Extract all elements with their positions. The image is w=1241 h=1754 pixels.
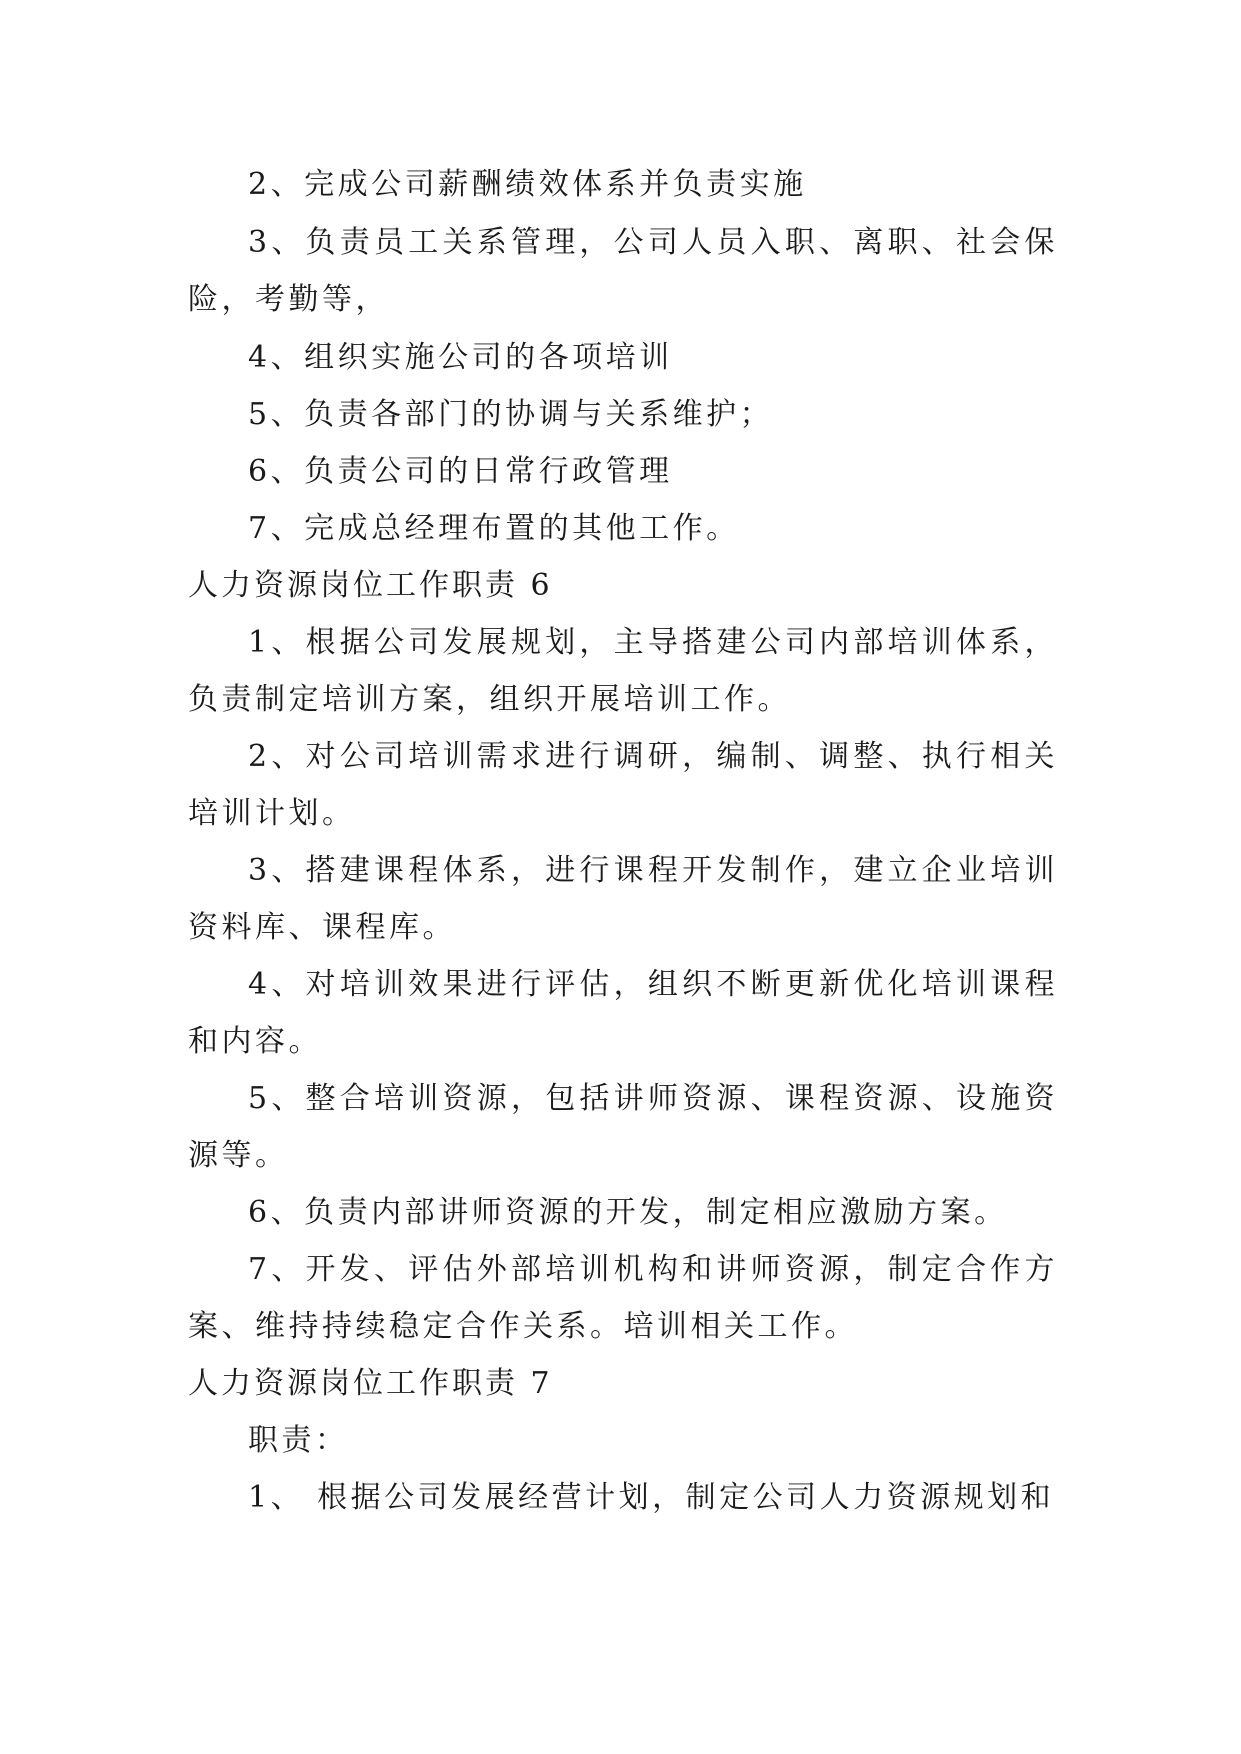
- paragraph: 4、组织实施公司的各项培训: [248, 340, 673, 375]
- paragraph: 1、根据公司发展规划，主导搭建公司内部培训体系，负责制定培训方案，组织开展培训工作。: [188, 625, 1058, 717]
- paragraph: 7、完成总经理布置的其他工作。: [248, 511, 740, 546]
- paragraph: 1、 根据公司发展经营计划，制定公司人力资源规划和: [248, 1480, 1055, 1515]
- paragraph: 3、搭建课程体系，进行课程开发制作，建立企业培训资料库、课程库。: [188, 853, 1058, 945]
- paragraph: 2、完成公司薪酬绩效体系并负责实施: [248, 167, 807, 202]
- paragraph: 7、开发、评估外部培训机构和讲师资源，制定合作方案、维持持续稳定合作关系。培训相关工作。: [188, 1252, 1058, 1344]
- paragraph: 3、负责员工关系管理，公司人员入职、离职、社会保险，考勤等，: [188, 225, 1058, 317]
- section-heading: 人力资源岗位工作职责 6: [188, 568, 553, 603]
- paragraph: 4、对培训效果进行评估，组织不断更新优化培训课程和内容。: [188, 967, 1058, 1059]
- paragraph: 2、对公司培训需求进行调研，编制、调整、执行相关培训计划。: [188, 739, 1058, 831]
- paragraph: 5、负责各部门的协调与关系维护；: [248, 397, 774, 432]
- paragraph: 6、负责内部讲师资源的开发，制定相应激励方案。: [248, 1195, 1008, 1230]
- document-page: [188, 156, 1058, 1526]
- paragraph: 职责：: [248, 1423, 349, 1458]
- paragraph: 6、负责公司的日常行政管理: [248, 454, 673, 489]
- paragraph: 5、整合培训资源，包括讲师资源、课程资源、设施资源等。: [188, 1081, 1058, 1173]
- section-heading: 人力资源岗位工作职责 7: [188, 1366, 553, 1401]
